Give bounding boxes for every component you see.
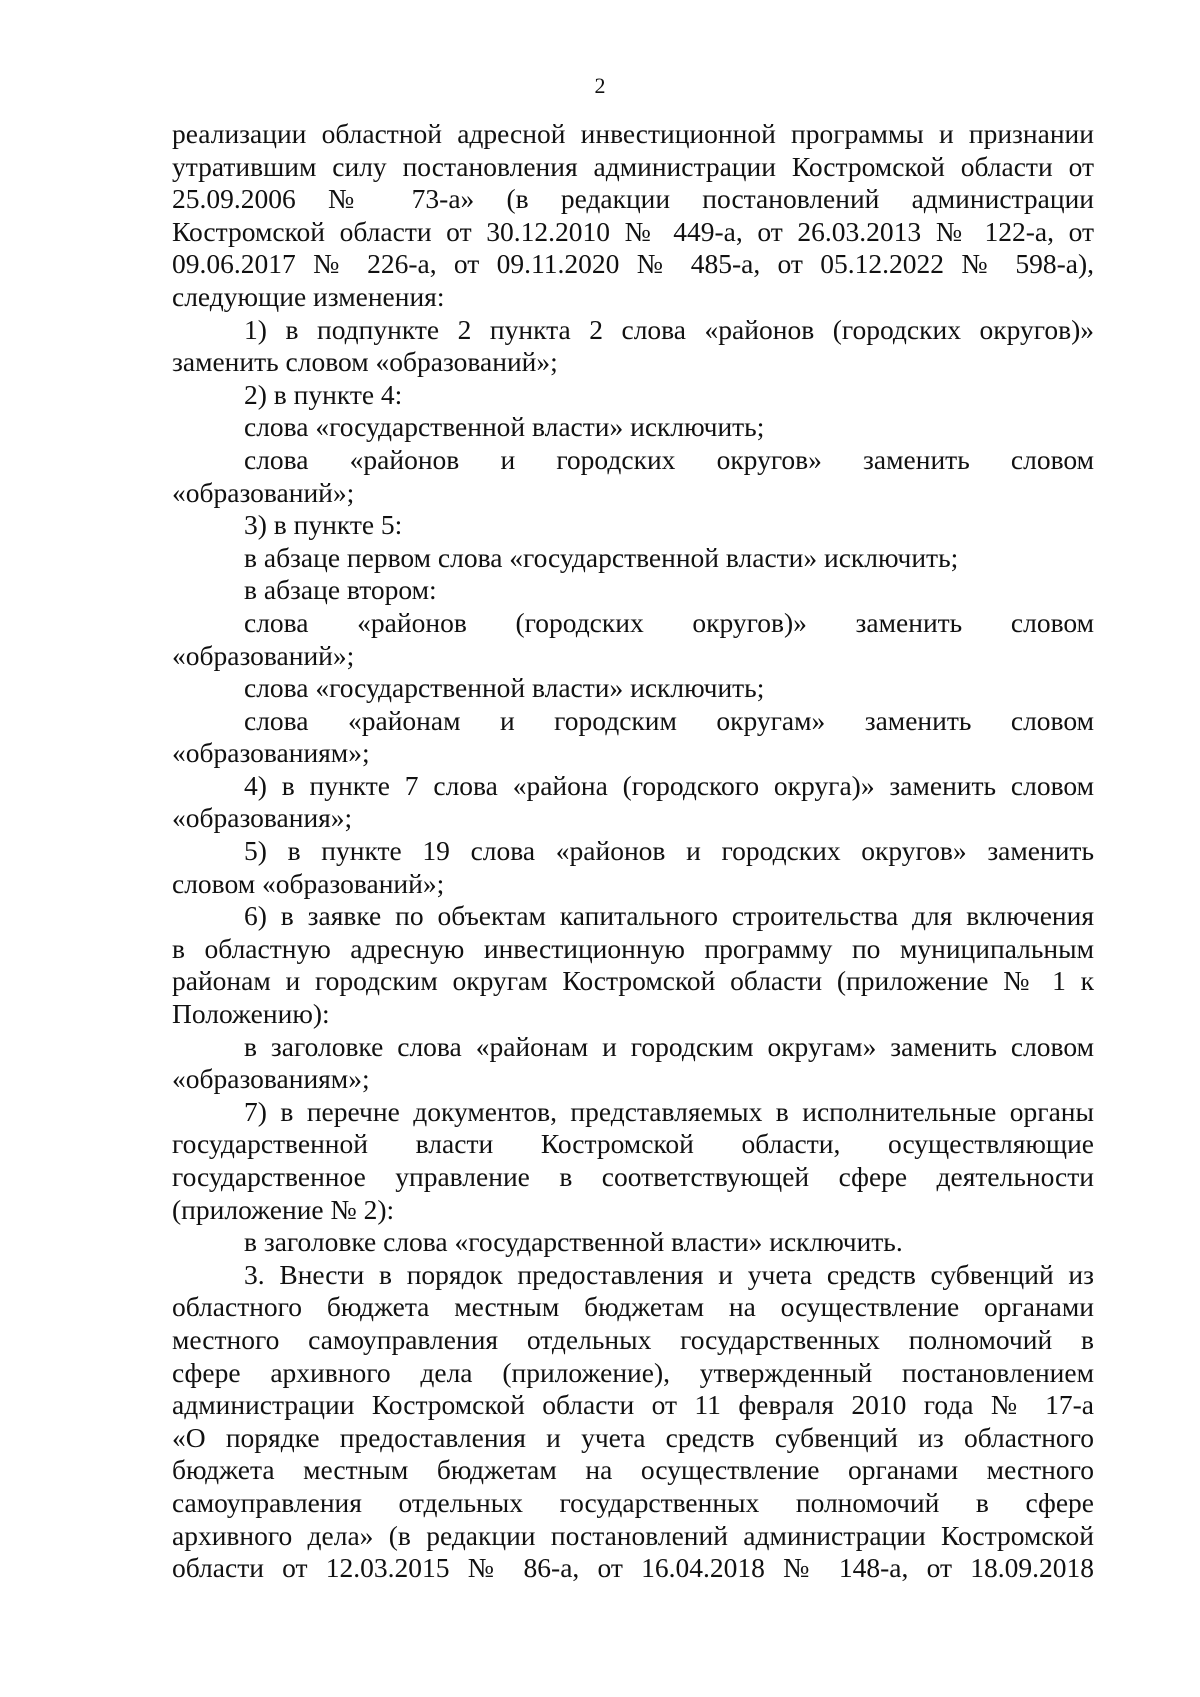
text-line: в абзаце втором: [244, 574, 437, 606]
text-line: в областную адресную инвестиционную программу по муниципальным [172, 932, 1094, 964]
text-line: 3. Внести в порядок предоставления и учета средств субвенций из [244, 1258, 1094, 1290]
text-line: слова «районам и городским округам» заменить словом [244, 704, 1094, 736]
text-line: 25.09.2006 № 73-а» (в редакции постановлений администрации [172, 183, 1094, 215]
text-line: 09.06.2017 № 226-а, от 09.11.2020 № 485-а, от 05.12.2022 № 598-а), [172, 248, 1094, 280]
text-line: 4) в пункте 7 слова «района (городского округа)» заменить словом [244, 769, 1094, 801]
text-line: самоуправления отдельных государственных полномочий в сфере [172, 1486, 1094, 1518]
text-line: «образованиям»; [172, 737, 370, 769]
text-line: в абзаце первом слова «государственной власти» исключить; [244, 541, 959, 573]
text-line: архивного дела» (в редакции постановлений администрации Костромской [172, 1519, 1094, 1551]
text-line: 5) в пункте 19 слова «районов и городских округов» заменить [244, 835, 1094, 867]
text-line: государственной власти Костромской области, осуществляющие [172, 1128, 1094, 1160]
text-line: местного самоуправления отдельных государственных полномочий в [172, 1323, 1094, 1355]
text-line: Положению): [172, 998, 330, 1030]
text-line: слова «государственной власти» исключить; [244, 411, 765, 443]
text-line: словом «образований»; [172, 867, 445, 899]
text-line: слова «районов и городских округов» заменить словом [244, 443, 1094, 475]
text-line: области от 12.03.2015 № 86-а, от 16.04.2018 № 148-а, от 18.09.2018 [172, 1552, 1094, 1584]
text-line: 7) в перечне документов, представляемых в исполнительные органы [244, 1095, 1094, 1127]
text-line: 2) в пункте 4: [244, 378, 403, 410]
text-line: 6) в заявке по объектам капитального строительства для включения [244, 900, 1094, 932]
text-line: следующие изменения: [172, 280, 445, 312]
text-line: слова «районов (городских округов)» заменить словом [244, 606, 1094, 638]
text-line: бюджета местным бюджетам на осуществление органами местного [172, 1454, 1094, 1486]
text-line: Костромской области от 30.12.2010 № 449-а, от 26.03.2013 № 122-а, от [172, 215, 1094, 247]
text-line: в заголовке слова «районам и городским округам» заменить словом [244, 1030, 1094, 1062]
text-line: администрации Костромской области от 11 февраля 2010 года № 17-а [172, 1389, 1094, 1421]
text-line: «образования»; [172, 802, 353, 834]
text-line: утратившим силу постановления администрации Костромской области от [172, 150, 1094, 182]
document-body [172, 118, 1094, 1585]
text-line: государственное управление в соответствующей сфере деятельности [172, 1161, 1094, 1192]
text-line: сфере архивного дела (приложение), утвержденный постановлением [172, 1356, 1094, 1388]
text-line: заменить словом «образований»; [172, 346, 558, 378]
text-line: «О порядке предоставления и учета средств субвенций из областного [172, 1421, 1094, 1453]
text-line: «образований»; [172, 476, 355, 508]
text-line: «образований»; [172, 639, 355, 671]
text-line: 3) в пункте 5: [244, 509, 403, 541]
page-number: 2 [594, 73, 606, 98]
text-line: реализации областной адресной инвестиционной программы и признании [172, 118, 1094, 149]
text-line: в заголовке слова «государственной власти» исключить. [244, 1226, 903, 1258]
text-line: слова «государственной власти» исключить; [244, 672, 765, 704]
text-line: «образованиям»; [172, 1063, 370, 1095]
text-line: областного бюджета местным бюджетам на осуществление органами [172, 1291, 1094, 1323]
text-line: районам и городским округам Костромской области (приложение № 1 к [172, 965, 1094, 997]
text-line: (приложение № 2): [172, 1193, 395, 1225]
text-line: 1) в подпункте 2 пункта 2 слова «районов (городских округов)» [244, 313, 1094, 345]
